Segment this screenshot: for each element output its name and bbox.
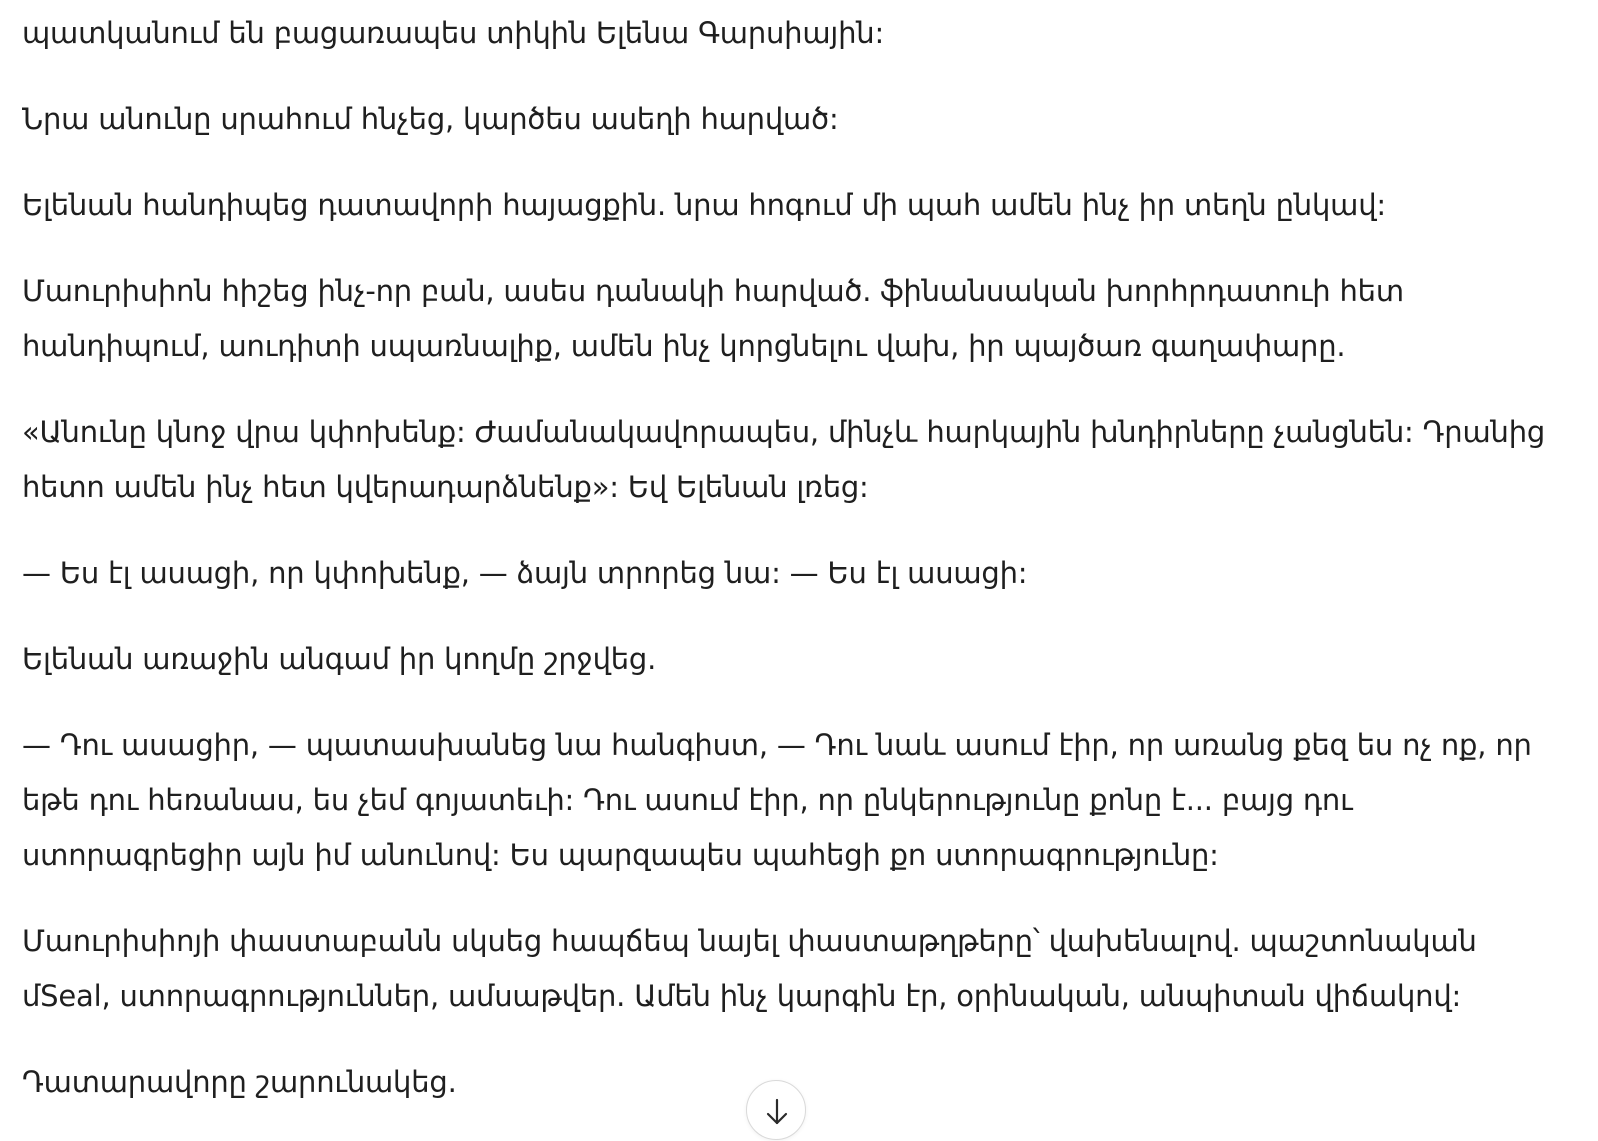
paragraph: Դատարավորը շարունակեց. bbox=[22, 1065, 457, 1099]
article-body bbox=[22, 6, 1562, 1141]
paragraph: Մաուրիսիոն հիշեց ինչ-որ բան, ասես դանակի հարված. ֆինանսական խորհրդատուի հետ հանդիպում, աուդիտի սպառնալիք, ամեն ինչ կորցնելու վախ, իր պայծառ գաղափարը. bbox=[22, 274, 1404, 363]
paragraph: Մաուրիսիոյի փաստաբանն սկսեց հապճեպ նայել փաստաթղթերը՝ վախենալով. պաշտոնական մSeal, ստորագրություններ, ամսաթվեր. Ամեն ինչ կարգին էր, օրինական, անպիտան վիճակով: bbox=[22, 924, 1477, 1013]
scroll-to-bottom-button[interactable] bbox=[746, 1080, 806, 1140]
paragraph: — Ես էլ ասացի, որ կփոխենք, — ձայն տրորեց նա: — Ես էլ ասացի: bbox=[22, 556, 1028, 590]
paragraph: պատկանում են բացառապես տիկին Ելենա Գարսիային: bbox=[22, 16, 885, 50]
paragraph: Ելենան հանդիպեց դատավորի հայացքին. նրա հոգում մի պահ ամեն ինչ իր տեղն ընկավ: bbox=[22, 188, 1386, 222]
paragraph: Նրա անունը սրահում հնչեց, կարծես ասեղի հարված: bbox=[22, 102, 839, 136]
paragraph: Ելենան առաջին անգամ իր կողմը շրջվեց. bbox=[22, 642, 657, 676]
paragraph: «Անունը կնոջ վրա կփոխենք: Ժամանակավորապես, մինչև հարկային խնդիրները չանցնեն: Դրանից հետո ամեն ինչ հետ կվերադարձնենք»: Եվ Ելենան լռեց: bbox=[22, 415, 1546, 504]
paragraph: — Դու ասացիր, — պատասխանեց նա հանգիստ, — Դու նաև ասում էիր, որ առանց քեզ ես ոչ ոք, որ եթե դու հեռանաս, ես չեմ գոյատեւի: Դու ասում էիր, որ ընկերությունը քոնը է... բայց դու ստորագրեցիր այն իմ անունով: Ես պարզապես պահեցի քո ստորագրությունը: bbox=[22, 728, 1532, 872]
arrow-down-icon bbox=[764, 1097, 790, 1127]
